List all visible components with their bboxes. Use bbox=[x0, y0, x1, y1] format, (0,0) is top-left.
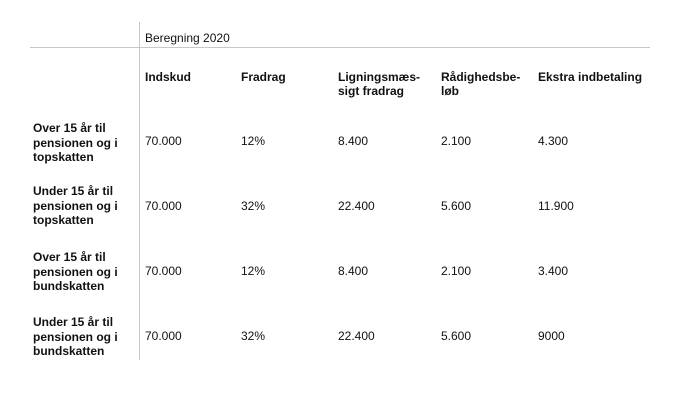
table-cell: 22.400 bbox=[338, 199, 375, 213]
header-divider bbox=[30, 47, 650, 48]
table-cell: 8.400 bbox=[338, 264, 369, 278]
table-cell: 12% bbox=[241, 264, 266, 278]
table-cell: 32% bbox=[241, 329, 266, 343]
table-cell: 2.100 bbox=[441, 264, 472, 278]
table-cell: 12% bbox=[241, 134, 266, 148]
header-raadighedsbeloeb: Rådighedsbe- løb bbox=[441, 70, 521, 98]
header-indskud: Indskud bbox=[145, 70, 192, 84]
table-cell: 11.900 bbox=[538, 199, 574, 213]
row-label: Under 15 år til pensionen og i bundskatten bbox=[33, 315, 118, 358]
table-cell: 5.600 bbox=[441, 199, 472, 213]
row-label: Under 15 år til pensionen og i topskatten bbox=[33, 184, 118, 227]
table-cell: 22.400 bbox=[338, 329, 375, 343]
table-cell: 8.400 bbox=[338, 134, 369, 148]
table-cell: 5.600 bbox=[441, 329, 472, 343]
table-cell: 2.100 bbox=[441, 134, 472, 148]
column-divider bbox=[139, 22, 140, 360]
table-cell: 70.000 bbox=[145, 264, 182, 278]
table-cell: 70.000 bbox=[145, 134, 182, 148]
row-label: Over 15 år til pensionen og i topskatten bbox=[33, 121, 118, 164]
table-cell: 70.000 bbox=[145, 329, 182, 343]
table-cell: 9000 bbox=[538, 329, 565, 343]
table-cell: 4.300 bbox=[538, 134, 569, 148]
header-ligningsmaessigt-fradrag: Ligningsmæs- sigt fradrag bbox=[338, 70, 421, 98]
table-cell: 32% bbox=[241, 199, 266, 213]
table-cell: 3.400 bbox=[538, 264, 569, 278]
header-fradrag: Fradrag bbox=[241, 70, 286, 84]
table-cell: 70.000 bbox=[145, 199, 182, 213]
header-ekstra-indbetaling: Ekstra indbetaling bbox=[538, 70, 643, 84]
table-caption: Beregning 2020 bbox=[145, 31, 230, 45]
row-label: Over 15 år til pensionen og i bundskatten bbox=[33, 250, 118, 293]
